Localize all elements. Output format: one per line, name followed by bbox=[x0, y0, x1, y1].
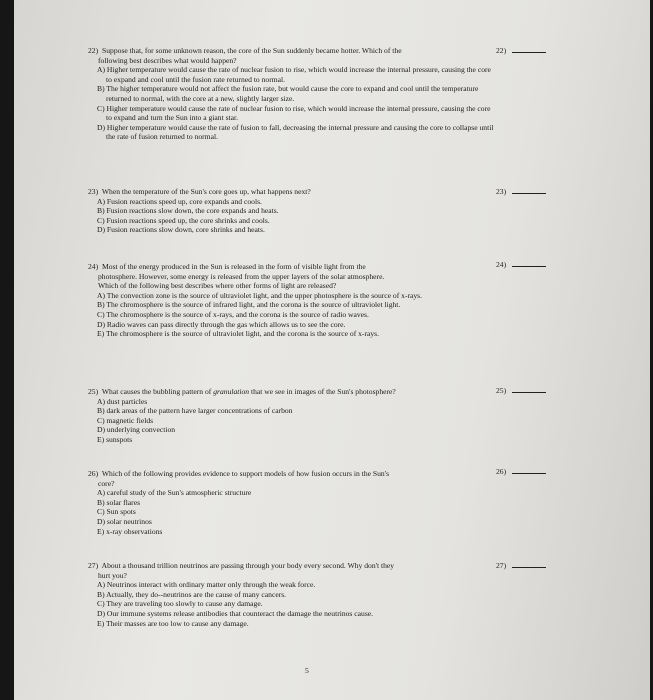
option-text: Sun spots bbox=[106, 507, 136, 517]
option-e bbox=[88, 435, 498, 445]
option-label: A) bbox=[97, 290, 106, 300]
option-b bbox=[88, 590, 498, 600]
option-b bbox=[88, 206, 498, 216]
option-label: D) bbox=[97, 122, 106, 132]
option-a bbox=[88, 580, 498, 590]
stem-line: Which of the following provides evidence to support models of how fusion occurs in the Sun's bbox=[101, 469, 390, 478]
answer-label: 24) bbox=[496, 260, 507, 269]
option-text: The chromosphere is the source of infrared light, and the corona is the source of ultraviolet light. bbox=[106, 300, 401, 310]
option-label: C) bbox=[97, 415, 105, 425]
option-text: Fusion reactions speed up, core expands and cools. bbox=[106, 196, 262, 206]
stem-line: About a thousand trillion neutrinos are passing through your body every second. Why don't they bbox=[101, 561, 395, 570]
option-text: Our immune systems release antibodies that counteract the damage the neutrinos cause. bbox=[106, 608, 374, 618]
option-text: The chromosphere is the source of ultraviolet light, and the corona is the source of x-rays. bbox=[105, 329, 380, 339]
option-d bbox=[88, 517, 498, 527]
option-label: C) bbox=[97, 599, 105, 609]
option-label: E) bbox=[97, 618, 105, 628]
option-text: The higher temperature would not affect the fusion rate, but would cause the core to expand and cool until the temperature returned to normal, with the core at a new, slightly larger size. bbox=[106, 84, 479, 103]
option-label: E) bbox=[97, 434, 105, 444]
option-label: B) bbox=[97, 497, 105, 507]
answer-blank-24[interactable] bbox=[496, 260, 546, 270]
question-number: 27) bbox=[88, 561, 99, 570]
answer-blank-25[interactable] bbox=[496, 386, 546, 396]
option-c bbox=[88, 507, 498, 517]
option-label: D) bbox=[97, 225, 106, 235]
option-b bbox=[88, 84, 498, 103]
option-b bbox=[88, 406, 498, 416]
page-number: 5 bbox=[305, 666, 309, 675]
option-e bbox=[88, 329, 498, 339]
option-label: C) bbox=[97, 103, 105, 113]
option-a bbox=[88, 488, 498, 498]
question-number: 26) bbox=[88, 469, 99, 478]
question-26 bbox=[88, 469, 498, 536]
option-text: Fusion reactions slow down, the core expands and heats. bbox=[106, 206, 279, 216]
option-text: Higher temperature would cause the rate of nuclear fusion to rise, which would increase the internal pressure, causing the core to expand and cool until the fusion rate returned to normal. bbox=[106, 65, 491, 84]
stem-line: hurt you? bbox=[98, 570, 127, 580]
option-a bbox=[88, 197, 498, 207]
question-27 bbox=[88, 561, 498, 628]
option-label: E) bbox=[97, 329, 105, 339]
question-27-stem bbox=[88, 561, 498, 580]
answer-blank-23[interactable] bbox=[496, 187, 546, 197]
question-number: 22) bbox=[88, 46, 99, 55]
answer-line bbox=[512, 467, 546, 474]
stem-line: photosphere. However, some energy is released from the upper layers of the solar atmosphere. bbox=[98, 271, 385, 281]
option-d bbox=[88, 609, 498, 619]
option-c bbox=[88, 216, 498, 226]
option-text: underlying convection bbox=[106, 425, 176, 435]
question-24 bbox=[88, 262, 498, 339]
answer-label: 22) bbox=[496, 46, 507, 55]
question-23 bbox=[88, 187, 498, 235]
option-d bbox=[88, 225, 498, 235]
answer-blank-22[interactable] bbox=[496, 46, 546, 56]
stem-line: When the temperature of the Sun's core goes up, what happens next? bbox=[101, 187, 311, 196]
question-25-stem bbox=[88, 387, 498, 397]
option-label: D) bbox=[97, 425, 106, 435]
answer-blank-27[interactable] bbox=[496, 561, 546, 571]
option-e bbox=[88, 527, 498, 537]
option-text: They are traveling too slowly to cause any damage. bbox=[106, 599, 263, 609]
option-text: dust particles bbox=[106, 396, 148, 406]
option-text: Actually, they do--neutrinos are the cause of many cancers. bbox=[106, 589, 287, 599]
option-text: magnetic fields bbox=[106, 415, 154, 425]
question-26-stem bbox=[88, 469, 498, 488]
option-d bbox=[88, 123, 498, 142]
answer-label: 25) bbox=[496, 386, 507, 395]
option-label: C) bbox=[97, 507, 105, 517]
option-c bbox=[88, 416, 498, 426]
option-text: Fusion reactions slow down, core shrinks and heats. bbox=[106, 225, 265, 235]
option-label: B) bbox=[97, 84, 105, 94]
option-label: D) bbox=[97, 516, 106, 526]
question-25 bbox=[88, 387, 498, 445]
question-22 bbox=[88, 46, 498, 142]
option-text: Radio waves can pass directly through the gas which allows us to see the core. bbox=[106, 319, 346, 329]
question-number: 23) bbox=[88, 187, 99, 196]
question-number: 24) bbox=[88, 262, 99, 271]
question-23-stem bbox=[88, 187, 498, 197]
option-text: Higher temperature would cause the rate of fusion to fall, decreasing the internal pressure and causing the core to collapse until the rate of fusion returned to normal. bbox=[106, 122, 494, 142]
answer-line bbox=[512, 46, 546, 53]
option-label: D) bbox=[97, 319, 106, 329]
option-label: A) bbox=[97, 396, 106, 406]
option-b bbox=[88, 498, 498, 508]
answer-line bbox=[512, 561, 546, 568]
stem-line: core? bbox=[98, 478, 115, 488]
option-label: B) bbox=[97, 300, 105, 310]
option-text: solar flares bbox=[106, 497, 141, 507]
stem-text: What causes the bubbling pattern of bbox=[101, 387, 214, 396]
question-number: 25) bbox=[88, 387, 99, 396]
option-d bbox=[88, 425, 498, 435]
stem-line: Suppose that, for some unknown reason, the core of the Sun suddenly became hotter. Which of the bbox=[102, 46, 402, 55]
option-text: Fusion reactions speed up, the core shrinks and cools. bbox=[106, 215, 270, 225]
option-label: B) bbox=[97, 589, 105, 599]
option-text: Their masses are too low to cause any damage. bbox=[105, 618, 249, 628]
answer-label: 27) bbox=[496, 561, 507, 570]
option-text: The chromosphere is the source of x-rays, and the corona is the source of radio waves. bbox=[106, 309, 369, 319]
option-c bbox=[88, 104, 498, 123]
option-a bbox=[88, 397, 498, 407]
option-e bbox=[88, 619, 498, 629]
option-a bbox=[88, 291, 498, 301]
option-label: E) bbox=[97, 526, 105, 536]
option-c bbox=[88, 310, 498, 320]
option-text: dark areas of the pattern have larger concentrations of carbon bbox=[106, 406, 293, 416]
question-24-stem bbox=[88, 262, 498, 291]
option-text: Neutrinos interact with ordinary matter only through the weak force. bbox=[106, 580, 316, 590]
option-label: A) bbox=[97, 488, 106, 498]
option-label: A) bbox=[97, 196, 106, 206]
option-text: solar neutrinos bbox=[106, 516, 152, 526]
stem-text: that we see in images of the Sun's photosphere? bbox=[249, 387, 396, 396]
stem-line: Which of the following best describes where other forms of light are released? bbox=[98, 281, 337, 291]
option-c bbox=[88, 599, 498, 609]
question-22-stem bbox=[88, 46, 498, 65]
stem-emphasis: granulation bbox=[213, 387, 250, 396]
option-b bbox=[88, 300, 498, 310]
answer-label: 23) bbox=[496, 187, 507, 196]
option-text: careful study of the Sun's atmospheric structure bbox=[106, 488, 252, 498]
stem-line: following best describes what would happen? bbox=[98, 55, 237, 65]
answer-label: 26) bbox=[496, 467, 507, 476]
answer-line bbox=[512, 187, 546, 194]
answer-line bbox=[512, 260, 546, 267]
option-label: C) bbox=[97, 309, 105, 319]
option-text: sunspots bbox=[106, 434, 133, 444]
option-text: Higher temperature would cause the rate of nuclear fusion to rise, which would increase the internal pressure, causing the core to expand and turn the Sun into a giant star. bbox=[106, 103, 491, 123]
option-label: C) bbox=[97, 215, 105, 225]
stem-line: Most of the energy produced in the Sun is released in the form of visible light from the bbox=[102, 262, 366, 271]
option-label: B) bbox=[97, 206, 105, 216]
option-label: A) bbox=[97, 65, 106, 75]
answer-blank-26[interactable] bbox=[496, 467, 546, 477]
option-d bbox=[88, 320, 498, 330]
option-label: D) bbox=[97, 608, 106, 618]
answer-line bbox=[512, 386, 546, 393]
option-a bbox=[88, 65, 498, 84]
option-label: A) bbox=[97, 580, 106, 590]
option-text: The convection zone is the source of ultraviolet light, and the upper photosphere is the source of x-rays. bbox=[106, 290, 423, 300]
option-text: x-ray observations bbox=[106, 526, 163, 536]
option-label: B) bbox=[97, 406, 105, 416]
